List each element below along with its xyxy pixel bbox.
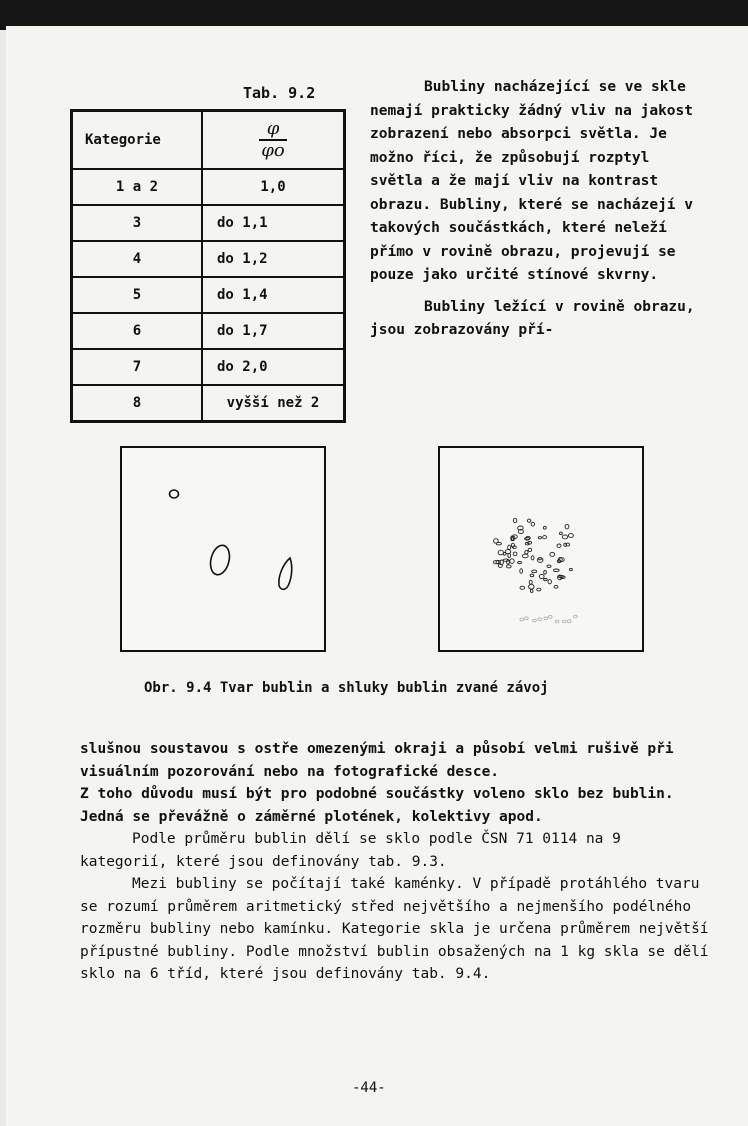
body-text (80, 738, 712, 986)
cluster-bubble (570, 568, 573, 570)
cluster-bubble (520, 569, 523, 574)
table-cell-value: do 1,4 (202, 277, 345, 313)
oval-bubble (208, 543, 233, 576)
small-round-bubble (170, 490, 179, 498)
faint-bubble (574, 615, 578, 618)
cluster-bubble (544, 579, 548, 581)
cluster-bubble (543, 526, 546, 529)
table-cell-category: 5 (72, 277, 203, 313)
figure-bubble-shapes (120, 446, 326, 652)
cluster-bubble (494, 539, 499, 543)
faint-bubble (549, 615, 553, 618)
table-cell-value: 1,0 (202, 169, 345, 205)
faint-bubble (555, 620, 559, 623)
ratio-numerator: φ (259, 119, 288, 141)
bubble-shapes-drawing (122, 448, 324, 650)
cluster-bubble (539, 558, 542, 560)
cluster-bubble (548, 580, 551, 584)
body-paragraph-1: slušnou soustavou s ostře omezenými okraji a působí velmi rušivě při visuálním pozorování nebo na fotografické desce. (80, 741, 674, 780)
cluster-bubble (498, 550, 503, 555)
cluster-bubble (522, 554, 528, 558)
side-text-column (370, 76, 710, 343)
cluster-bubble (508, 545, 511, 550)
cluster-bubble (554, 569, 560, 572)
cluster-bubble (505, 550, 510, 554)
cluster-bubble (538, 537, 541, 539)
cluster-bubble (527, 519, 530, 522)
faint-bubble (520, 618, 524, 621)
table-cell-value: do 1,2 (202, 241, 345, 277)
ratio-fraction (259, 119, 288, 161)
cluster-bubble (529, 580, 532, 584)
cluster-bubble (525, 538, 530, 541)
table-cell-category: 6 (72, 313, 203, 349)
cluster-bubble (513, 518, 516, 522)
cluster-bubble (518, 562, 522, 564)
faint-bubble (525, 617, 529, 620)
table-caption: Tab. 9.2 (243, 84, 316, 102)
ratio-denominator: φo (261, 140, 285, 161)
cluster-bubble (510, 559, 514, 564)
body-paragraph-3: Podle průměru bublin dělí se sklo podle ČSN 71 0114 na 9 kategorií, které jsou definovány tab. 9.3. (80, 831, 621, 870)
table-cell-value: do 1,7 (202, 313, 345, 349)
header-kategorie: Kategorie (72, 111, 203, 170)
body-paragraph-2: Z toho důvodu musí být pro podobné součástky voleno sklo bez bublin. Jedná se převážně o záměrné plotének, kolektivy apod. (80, 786, 674, 825)
table-row (72, 169, 345, 205)
cluster-bubble (560, 532, 563, 535)
table-cell-category: 1 a 2 (72, 169, 203, 205)
cluster-bubble (520, 586, 525, 589)
table-cell-value: do 2,0 (202, 349, 345, 385)
cluster-bubble (547, 565, 551, 567)
body-paragraph-4: Mezi bubliny se počítají také kaménky. V případě protáhlého tvaru se rozumí průměrem aritmetický střed největšího a nejmenšího podélného rozměru bubliny nebo kamínku. Kategorie skla je určena průměrem největší přípustné bubliny. Podle množství bublin obsažených na 1 kg skla se dělí sklo na 6 tříd, které jsou definovány tab. 9.4. (80, 876, 709, 982)
cluster-bubble (557, 544, 561, 547)
table-cell-category: 7 (72, 349, 203, 385)
table-row (72, 313, 345, 349)
table-row (72, 241, 345, 277)
cluster-bubble (530, 574, 534, 577)
elongated-bubble (279, 558, 292, 589)
side-paragraph-2: Bubliny ležící v rovině obrazu, jsou zobrazovány pří- (370, 298, 695, 338)
faint-bubble (568, 620, 572, 623)
table-row (72, 385, 345, 422)
cluster-bubble (539, 574, 544, 578)
table-cell-value: do 1,1 (202, 205, 345, 241)
faint-bubble (533, 619, 537, 622)
cluster-bubble (543, 536, 547, 539)
table-cell-category: 3 (72, 205, 203, 241)
bubble-cluster-drawing (440, 448, 642, 650)
cluster-bubble (525, 551, 528, 554)
table-cell-value: vyšší než 2 (202, 385, 345, 422)
cluster-bubble (528, 548, 532, 551)
cluster-bubble (537, 588, 541, 591)
table-cell-category: 8 (72, 385, 203, 422)
cluster-bubble (530, 589, 533, 592)
cluster-bubble (531, 556, 534, 560)
cluster-bubble (529, 584, 534, 589)
table-row (72, 205, 345, 241)
table-row (72, 277, 345, 313)
cluster-bubble (506, 565, 511, 568)
table-cell-category: 4 (72, 241, 203, 277)
table-header-row (72, 111, 345, 170)
cluster-bubble (565, 524, 569, 529)
cluster-bubble (532, 570, 537, 573)
faint-bubble (538, 618, 542, 621)
cluster-bubble (550, 552, 555, 556)
figure-bubble-cluster (438, 446, 644, 652)
faint-bubble (544, 617, 548, 620)
cluster-bubble (554, 585, 558, 588)
cluster-bubble (531, 522, 534, 526)
page-number: -44- (352, 1080, 386, 1096)
header-ratio (202, 111, 345, 170)
cluster-bubble (562, 535, 567, 539)
faint-bubble (563, 620, 567, 623)
table-row (72, 349, 345, 385)
side-paragraph-1: Bubliny nacházející se ve skle nemají prakticky žádný vliv na jakost zobrazení nebo absorpci světla. Je možno říci, že způsobují rozptyl světla a že mají vliv na kontrast obrazu. Bubliny, které se nacházejí v takových součástkách, které neleží přímo v rovině obrazu, projevují se pouze jako určité stínové skvrny. (370, 79, 694, 283)
cluster-bubble (513, 552, 517, 556)
figure-caption: Obr. 9.4 Tvar bublin a shluky bublin zvané závoj (144, 680, 549, 696)
cluster-bubble (544, 570, 547, 574)
cluster-bubble (568, 534, 573, 538)
category-table (70, 109, 346, 423)
